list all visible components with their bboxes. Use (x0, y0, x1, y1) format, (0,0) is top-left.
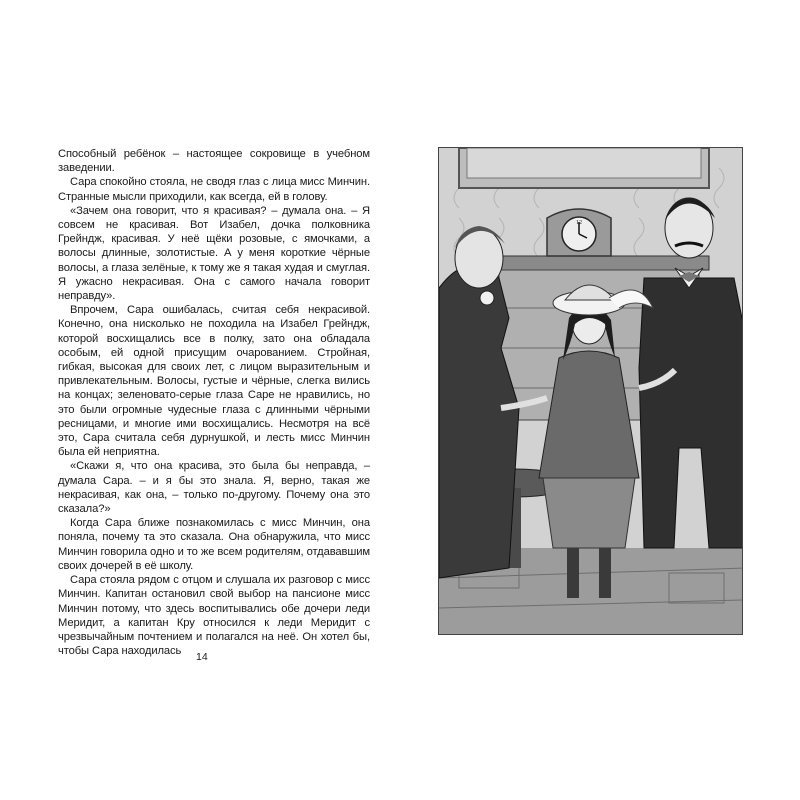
illustration (438, 147, 743, 635)
paragraph: «Зачем она говорит, что я красивая? – думала она. – Я совсем не красивая. Вот Изабел, дочка полковника Грейндж, красивая. У неё щёки розовые, с ямочками, а волосы длинные, золотистые. А у меня короткие чёрные волосы, а глаза зелёные, к тому же я такая худая и смуглая. Я ужасно некрасивая. Она с самого начала говорит неправду». (58, 204, 370, 303)
page-number: 14 (196, 651, 208, 663)
svg-text:12: 12 (576, 220, 582, 226)
paragraph: Способный ребёнок – настоящее сокровище в учебном заведении. (58, 148, 370, 175)
paragraph: Сара спокойно стояла, не сводя глаз с лица мисс Минчин. Странные мысли приходили, как всегда, ей в голову. (58, 176, 370, 203)
paragraph: Сара стояла рядом с отцом и слушала их разговор с мисс Минчин. Капитан остановил свой выбор на пансионе мисс Минчин потому, что здесь воспитывались обе дочери леди Меридит, а капитан Кру относился к леди Меридит с чрезвычайным почтением и полагался на неё. Он хотел бы, чтобы Сара находилась (58, 574, 370, 658)
paragraph: Впрочем, Сара ошибалась, считая себя некрасивой. Конечно, она нисколько не походила на Изабел Грейндж, которой восхищались все в полку, зато она обладала особым, ей одной присущим очарованием. Стройная, гибкая, высокая для своих лет, с лицом выразительным и привлекательным. Волосы, густые и чёрные, слегка вились на концах; зеленовато-серые глаза Саре не нравились, но это были огромные чудесные глаза с длинными чёрными ресницами, и многие ими восхищались. Несмотря на всё это, Сара считала себя дурнушкой, и лесть мисс Минчин была ей неприятна. (58, 304, 370, 459)
paragraph: «Скажи я, что она красива, это была бы неправда, – думала Сара. – и я бы это знала. Я, верно, такая же некрасивая, как она, – только по-другому. Почему она это сказала?» (58, 460, 370, 516)
paragraph: Когда Сара ближе познакомилась с мисс Минчин, она поняла, почему та это сказала. Она обнаружила, что мисс Минчин говорила одно и то же всем родителям, отдававшим своих дочерей в её школу. (58, 517, 370, 572)
body-text (58, 147, 370, 658)
illustration-drawing (439, 148, 743, 635)
